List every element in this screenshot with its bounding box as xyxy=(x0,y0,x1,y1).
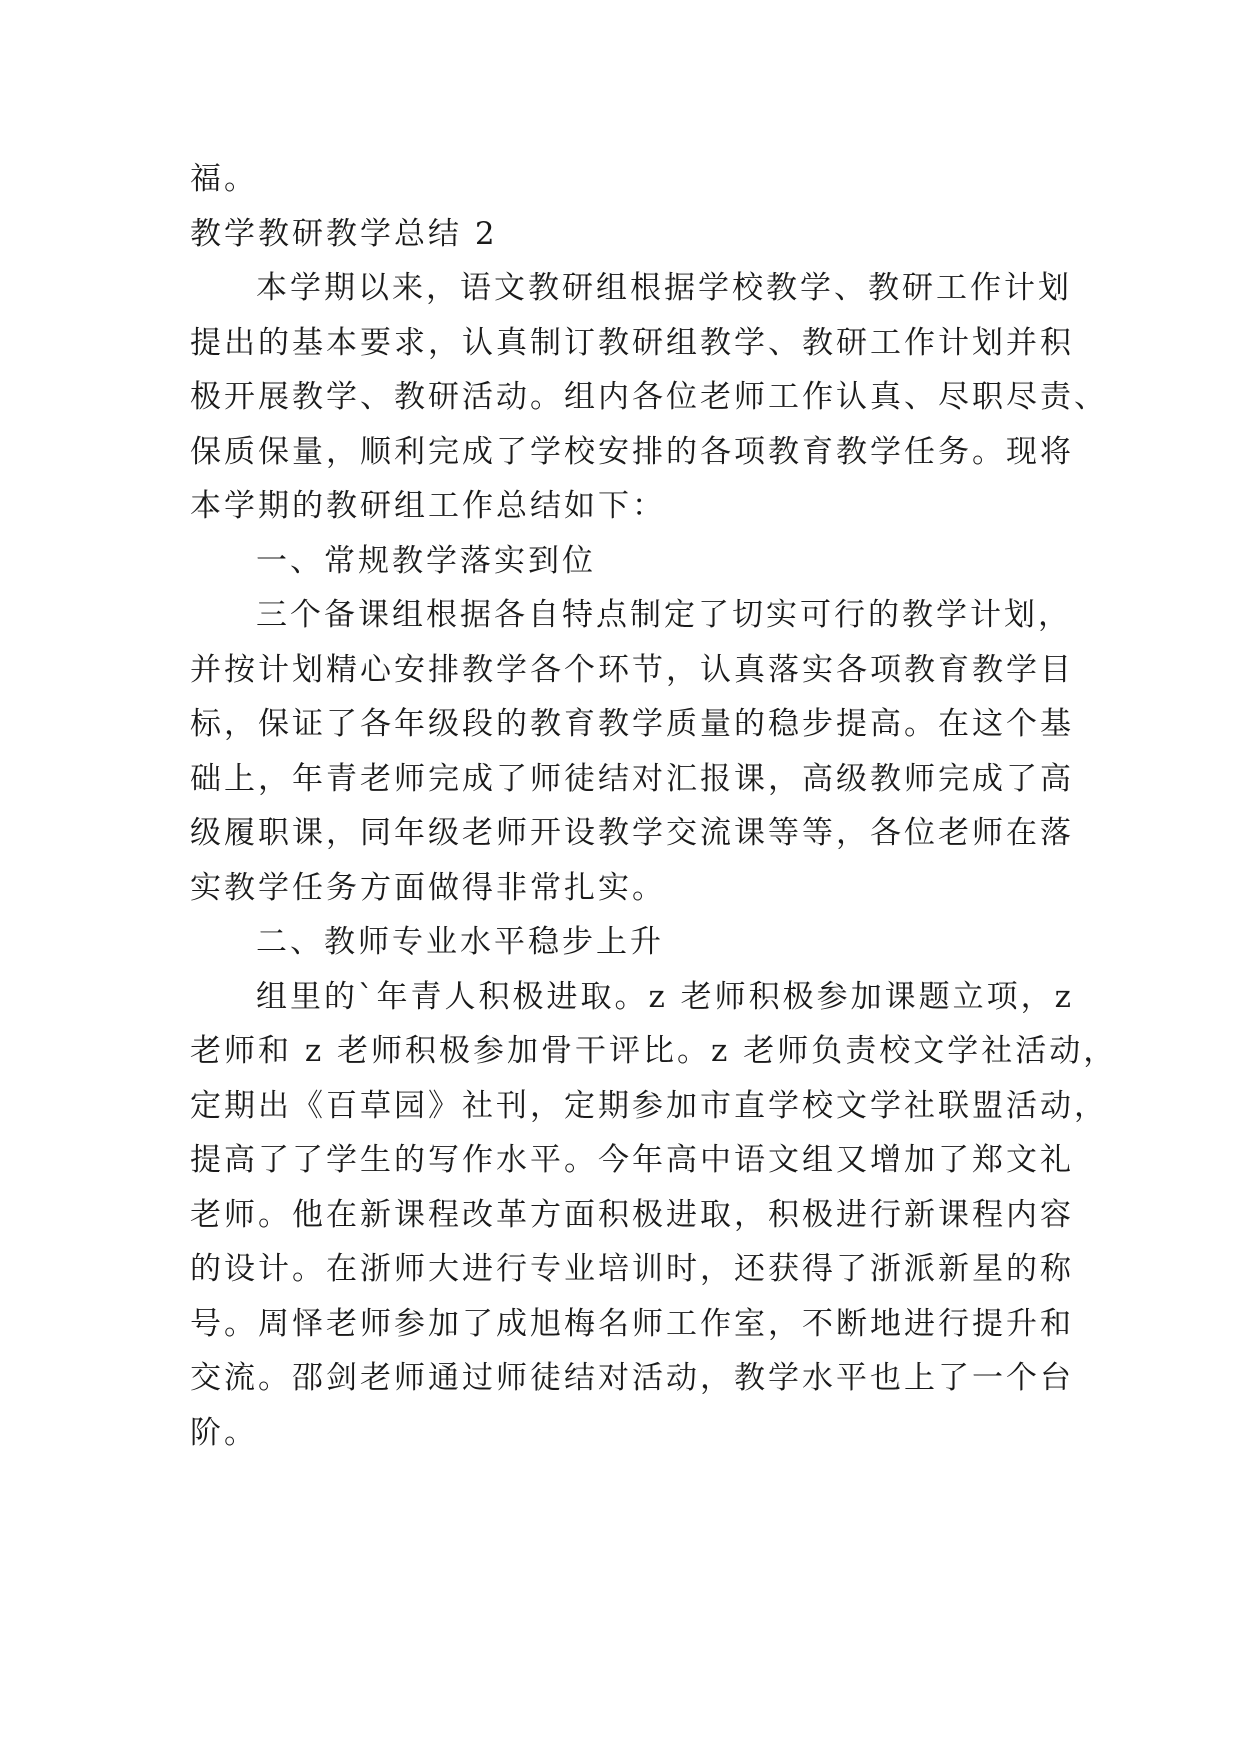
paragraph-professional-growth xyxy=(190,970,1118,1461)
text-line: 实教学任务方面做得非常扎实。 xyxy=(190,869,666,906)
text-line: 提出的基本要求，认真制订教研组教学、教研工作计划并积 xyxy=(190,324,1074,361)
text-line: 一、常规教学落实到位 xyxy=(256,542,596,579)
text-line: 并按计划精心安排教学各个环节，认真落实各项教育教学目 xyxy=(190,651,1074,688)
text-line: 阶。 xyxy=(190,1414,258,1451)
text-line: 教学教研教学总结 2 xyxy=(190,215,498,252)
section-title xyxy=(190,207,1060,262)
text-line: 组里的`年青人积极进取。z 老师积极参加课题立项，z xyxy=(256,978,1075,1015)
text-line: 标，保证了各年级段的教育教学质量的稳步提高。在这个基 xyxy=(190,706,1074,742)
text-line: 二、教师专业水平稳步上升 xyxy=(256,924,664,960)
text-line: 老师。他在新课程改革方面积极进取，积极进行新课程内容 xyxy=(190,1196,1074,1233)
text-line: 级履职课，同年级老师开设教学交流课等等，各位老师在落 xyxy=(190,815,1074,851)
text-line: 保质保量，顺利完成了学校安排的各项教育教学任务。现将 xyxy=(190,433,1074,470)
heading-one xyxy=(190,534,1060,589)
text-line: 本学期的教研组工作总结如下： xyxy=(190,488,666,524)
paragraph-intro xyxy=(190,261,1108,534)
text-line: 老师和 z 老师积极参加骨干评比。z 老师负责校文学社活动， xyxy=(190,1033,1118,1069)
paragraph-fu xyxy=(190,152,1060,207)
paragraph-routine-teaching xyxy=(190,588,1074,915)
text-line: 交流。邵剑老师通过师徒结对活动，教学水平也上了一个台 xyxy=(190,1360,1074,1396)
text-line: 福。 xyxy=(190,161,258,197)
document-body xyxy=(190,152,1118,1460)
text-line: 极开展教学、教研活动。组内各位老师工作认真、尽职尽责、 xyxy=(190,379,1108,415)
heading-two xyxy=(190,915,1060,970)
text-line: 定期出《百草园》社刊，定期参加市直学校文学社联盟活动， xyxy=(190,1087,1108,1124)
text-line: 三个备课组根据各自特点制定了切实可行的教学计划， xyxy=(256,597,1072,633)
text-line: 的设计。在浙师大进行专业培训时，还获得了浙派新星的称 xyxy=(190,1251,1074,1287)
text-line: 号。周怿老师参加了成旭梅名师工作室，不断地进行提升和 xyxy=(190,1305,1074,1342)
text-line: 础上，年青老师完成了师徒结对汇报课，高级教师完成了高 xyxy=(190,760,1074,797)
text-line: 本学期以来，语文教研组根据学校教学、教研工作计划 xyxy=(256,270,1072,306)
text-line: 提高了了学生的写作水平。今年高中语文组又增加了郑文礼 xyxy=(190,1142,1074,1178)
